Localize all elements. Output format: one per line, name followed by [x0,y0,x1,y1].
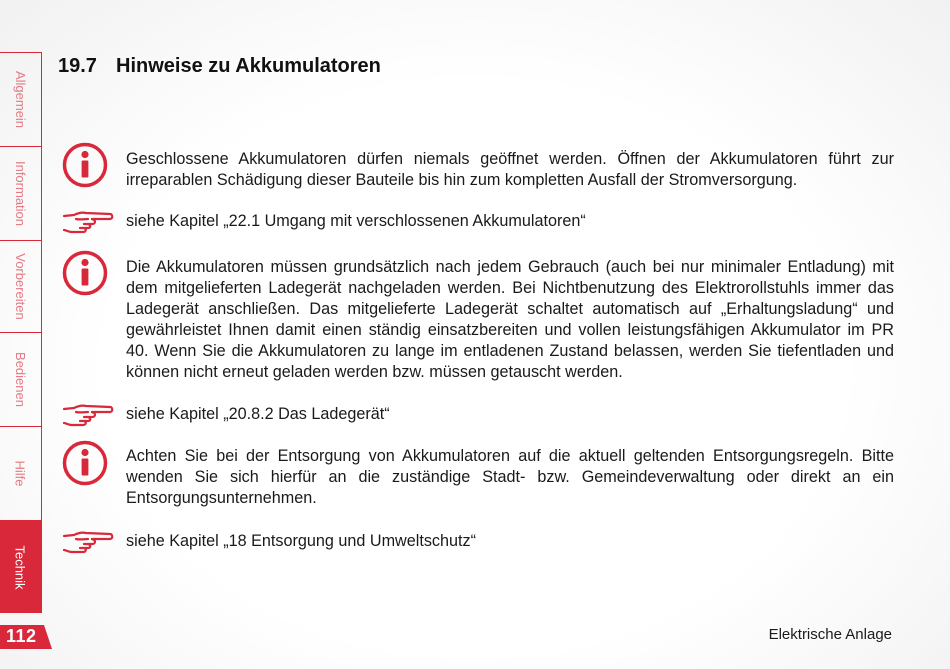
sidebar-tab-label: Vorbereiten [13,253,28,320]
section-heading [58,55,381,78]
sidebar-tab-bedienen[interactable] [0,332,42,426]
pointing-hand-icon [62,210,114,234]
info-icon [62,142,108,188]
info-note [62,250,894,382]
pointing-hand-icon [62,530,114,554]
note-text: Achten Sie bei der Entsorgung von Akkumulatoren auf die aktuell geltenden Entsorgungsregeln. Bitte wenden Sie sich hierfür an die zuständige Stadt- bzw. Gemeindeverwaltung oder direkt an ein Entsorgungsunternehmen. [126,447,894,507]
cross-reference [62,210,894,236]
pointing-hand-icon [62,403,114,427]
info-icon [62,250,108,296]
note-text: Die Akkumulatoren müssen grundsätzlich nach jedem Gebrauch (auch bei nur minimaler Entladung) mit dem mitgelieferten Ladegerät nachgeladen werden. Bei Nichtbenutzung des Elektrorollstuhls immer das Ladegerät anschließen. Das mitgelieferte Ladegerät schaltet automatisch auf „Erhaltungsladung“ und gewährleistet Ihnen damit einen ständig einsatzbereiten und vollen leistungsfähigen Akkumulator im PR 40. Wenn Sie die Akkumulatoren zu lange im entladenen Zustand belassen, werden Sie tiefentladen und können nicht erneut geladen werden bzw. müssen getauscht werden. [126,258,894,381]
info-note [62,440,894,510]
footer-section-title: Elektrische Anlage [768,626,892,643]
sidebar-tab-label: Technik [13,544,29,590]
reference-text[interactable]: siehe Kapitel „22.1 Umgang mit verschlossenen Akkumulatoren“ [126,212,586,230]
cross-reference [62,403,894,429]
cross-reference [62,530,894,556]
sidebar-tab-hilfe[interactable] [0,426,42,520]
sidebar-tab-label: Hilfe [12,460,28,487]
sidebar-tab-vorbereiten[interactable] [0,240,42,332]
note-text: Geschlossene Akkumulatoren dürfen niemals geöffnet werden. Öffnen der Akkumulatoren führt zur irreparablen Schädigung dieser Bauteile bis hin zum kompletten Ausfall der Stromversorgung. [126,150,894,189]
sidebar-tab-label: Bedienen [13,352,29,407]
sidebar-tab-label: Information [13,160,29,227]
info-icon [62,440,108,486]
sidebar-tab-technik[interactable] [0,520,42,613]
info-note [62,142,894,190]
chapter-sidebar [0,52,43,614]
sidebar-tab-label: Allgemein [13,70,28,129]
reference-text[interactable]: siehe Kapitel „20.8.2 Das Ladegerät“ [126,405,390,423]
sidebar-tab-allgemein[interactable] [0,52,42,146]
reference-text[interactable]: siehe Kapitel „18 Entsorgung und Umweltschutz“ [126,532,477,550]
section-title: Hinweise zu Akkumulatoren [116,55,381,77]
page-number: 112 [6,626,37,646]
sidebar-tab-information[interactable] [0,146,42,240]
section-number: 19.7 [58,55,97,77]
